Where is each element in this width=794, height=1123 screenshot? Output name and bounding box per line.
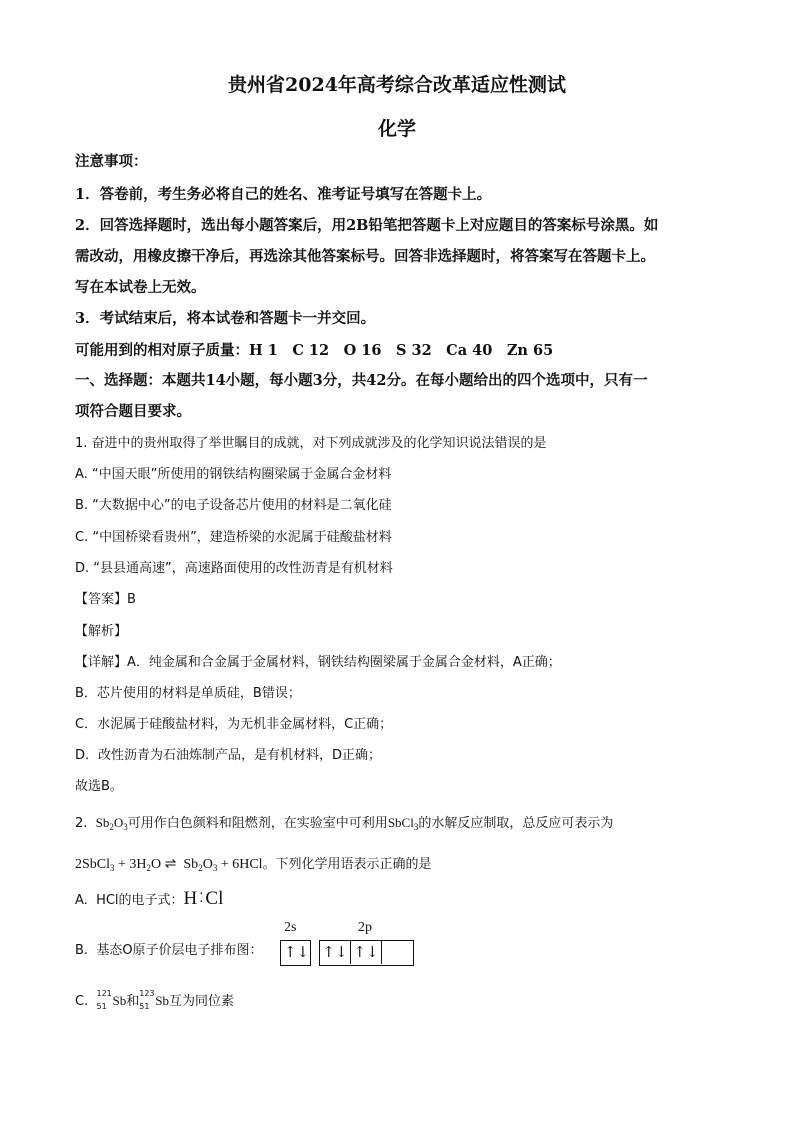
q2-equation-line: 2SbCl$_3$ + $3H_2O$ ⇌ $Sb_2O_3 + 6HCl$。下列化学用语表示正确的是 <box>75 857 432 873</box>
q1-option-b: B. “大数据中心”的电子设备芯片使用的材料是二氧化硅 <box>75 498 392 513</box>
isotope-121sb: 121 51 <box>96 989 112 1011</box>
orbital-2p-cell-3 <box>382 941 413 964</box>
sb2o3: $Sb_2O_3$ <box>95 815 128 832</box>
hcl-lewis-structure: H ⁚ Cl <box>183 888 224 909</box>
q1-stem: 1. 奋进中的贵州取得了举世瞩目的成就，对下列成就涉及的化学知识说法错误的是 <box>75 436 547 451</box>
note-item-2-line-3: 写在本试卷上无效。 <box>75 279 206 296</box>
note-item-2-line-2: 需改动，用橡皮擦干净后，再选涂其他答案标号。回答非选择题时，将答案写在答题卡上。 <box>75 248 655 265</box>
q2-option-c: C. 121 51 Sb和 123 51 Sb互为同位素 <box>75 989 234 1011</box>
orbital-2p-cell-2: ↑↓ <box>351 941 382 964</box>
subject-title: 化学 <box>377 118 416 140</box>
q1-detail-1: 【详解】A．纯金属和合金属于金属材料，钢铁结构圈梁属于金属合金材料，A正确； <box>75 655 561 670</box>
orbital-2p-box <box>319 940 414 966</box>
exam-title: 贵州省2024年高考综合改革适应性测试 <box>228 74 566 96</box>
q1-detail-3: C．水泥属于硅酸盐材料，为无机非金属材料，C正确； <box>75 717 393 732</box>
q2-option-a: A. HCl的电子式：H ⁚ Cl <box>75 888 224 909</box>
answer-value: B <box>127 592 136 607</box>
note-item-3: 3．考试结束后，将本试卷和答题卡一并交回。 <box>75 310 376 327</box>
q2-stem-line-1: 2. $Sb_2O_3$可用作白色颜料和阻燃剂，在实验室中可利用SbCl$_3$的水解反应制取，总反应可表示为 <box>75 815 614 832</box>
orbital-2s-cell: ↑↓ <box>283 943 310 961</box>
q1-answer <box>75 588 136 607</box>
atomic-mass-line: 可能用到的相对原子质量：H 1 C 12 O 16 S 32 Ca 40 Zn 65 <box>75 342 554 359</box>
reaction-equation: 2SbCl$_3$ + $3H_2O$ ⇌ $Sb_2O_3 + 6HCl$ <box>75 857 263 873</box>
q1-detail-2: B．芯片使用的材料是单质硅，B错误； <box>75 686 301 701</box>
orbital-label-2p: 2p <box>358 920 372 935</box>
orbital-2p-cell-1: ↑↓ <box>320 941 351 964</box>
isotope-123sb: 123 51 <box>139 989 155 1011</box>
equilibrium-arrow: ⇌ <box>164 857 177 872</box>
note-item-2-line-1: 2．回答选择题时，选出每小题答案后，用2B铅笔把答题卡上对应题目的答案标号涂黑。如 <box>75 217 659 234</box>
notes-heading: 注意事项： <box>75 153 148 170</box>
section-heading-line-1: 一、选择题：本题共14小题，每小题3分，共42分。在每小题给出的四个选项中，只有一 <box>75 372 648 389</box>
q1-option-a: A. “中国天眼”所使用的钢铁结构圈梁属于金属合金材料 <box>75 467 392 482</box>
answer-tag: 【答案】 <box>75 592 128 607</box>
sbcl3: SbCl$_3$ <box>387 815 419 832</box>
q2-option-b: B. 基态O原子价层电子排布图： <box>75 943 263 958</box>
q1-option-d: D. “县县通高速”，高速路面使用的改性沥青是有机材料 <box>75 561 393 576</box>
q1-detail-4: D．改性沥青为石油炼制产品，是有机材料，D正确； <box>75 748 382 763</box>
section-heading-line-2: 项符合题目要求。 <box>75 403 191 420</box>
q1-option-c: C. “中国桥梁看贵州”，建造桥梁的水泥属于硅酸盐材料 <box>75 530 392 545</box>
q1-analysis-tag: 【解析】 <box>75 624 128 639</box>
note-item-1: 1．答卷前，考生务必将自己的姓名、准考证号填写在答题卡上。 <box>75 186 492 203</box>
orbital-2s-box <box>280 940 311 966</box>
q1-detail-5: 故选B。 <box>75 779 123 794</box>
orbital-label-2s: 2s <box>284 920 297 935</box>
